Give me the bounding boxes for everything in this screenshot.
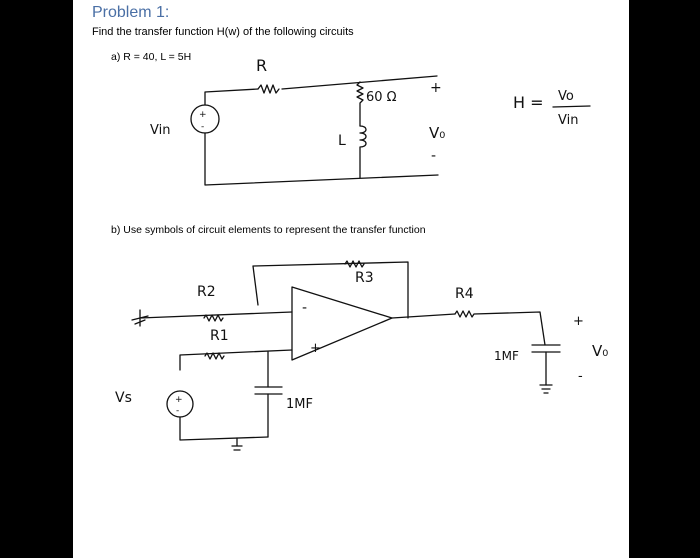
- label-60-ohm: 60 Ω: [366, 90, 397, 105]
- circuit-b: [115, 261, 608, 450]
- wire-output: [392, 314, 455, 318]
- resistor-r3: [345, 261, 364, 267]
- label-vin: Vin: [150, 123, 171, 138]
- part-b-label: b) Use symbols of circuit elements to represent the transfer function: [111, 224, 426, 236]
- opamp-minus: -: [302, 300, 308, 316]
- label-h-eq: H =: [513, 93, 544, 112]
- problem-title: Problem 1:: [92, 4, 170, 21]
- label-h-num: Vo: [558, 89, 574, 104]
- label-cap1: 1MF: [286, 397, 313, 412]
- label-cap2: 1MF: [494, 349, 519, 363]
- ground-right: [540, 385, 552, 393]
- fraction-bar: [553, 106, 590, 107]
- wire-bottom-b: [180, 417, 268, 440]
- wire-top-left: [205, 89, 258, 105]
- circuit-a: [150, 56, 590, 185]
- label-vo-b: V₀: [592, 342, 609, 360]
- label-r: R: [256, 56, 268, 75]
- vs-minus: -: [176, 406, 180, 416]
- label-plus-b: +: [573, 314, 584, 329]
- part-a-label: a) R = 40, L = 5H: [111, 51, 192, 63]
- label-h-den: Vin: [558, 113, 579, 128]
- label-vo-a: V₀: [429, 124, 446, 142]
- source-plus: +: [199, 110, 207, 120]
- opamp-plus: +: [310, 341, 321, 356]
- resistor-r: [258, 85, 279, 93]
- wire-inverting: [140, 312, 292, 318]
- feedback-loop: [253, 262, 408, 318]
- wire-bottom: [205, 133, 438, 185]
- capacitor-2: [532, 345, 560, 352]
- resistor-r4: [455, 311, 545, 345]
- label-plus-a: +: [430, 80, 442, 96]
- ground-bottom: [232, 438, 242, 450]
- inductor-l: [360, 126, 366, 178]
- label-minus-a: -: [431, 148, 437, 164]
- resistor-60: [357, 82, 363, 126]
- label-minus-b: -: [578, 369, 583, 384]
- label-r2: R2: [197, 284, 216, 300]
- label-r1: R1: [210, 328, 229, 344]
- label-r4: R4: [455, 286, 474, 302]
- problem-statement: Find the transfer function H(w) of the following circuits: [92, 26, 354, 38]
- label-r3: R3: [355, 270, 374, 286]
- opamp: [292, 287, 392, 360]
- capacitor-1: [255, 387, 282, 394]
- resistor-r2: [204, 315, 223, 321]
- source-minus: -: [201, 122, 205, 132]
- wire-noninverting: [180, 350, 292, 370]
- label-l: L: [338, 133, 346, 149]
- label-vs: Vs: [115, 390, 132, 406]
- vs-plus: +: [175, 395, 183, 405]
